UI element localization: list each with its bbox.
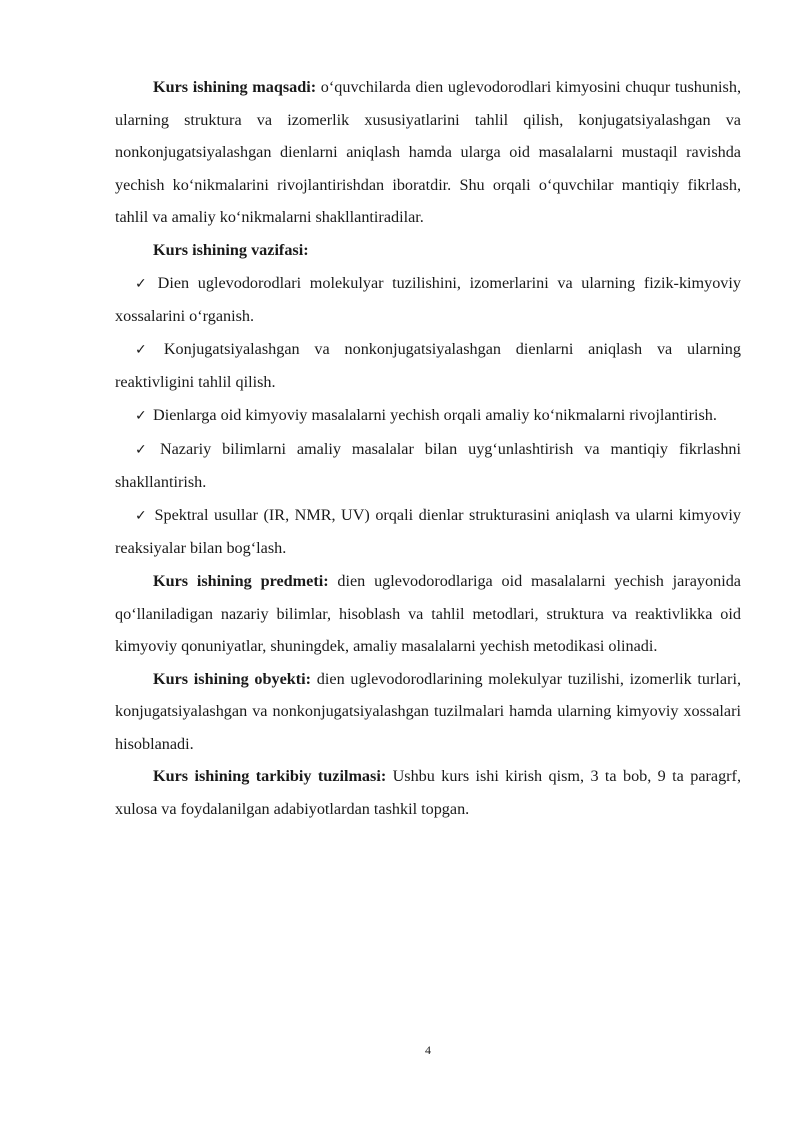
task-item-2 xyxy=(115,333,741,399)
structure-label: Kurs ishining tarkibiy tuzilmasi: xyxy=(153,767,387,786)
task-text: Nazariy bilimlarni amaliy masalalar bilan uyg‘unlashtirish va mantiqiy fikrlashni shakllantirish. xyxy=(115,439,742,492)
task-item-1 xyxy=(115,267,741,333)
page-number: 4 xyxy=(425,1043,431,1057)
goal-paragraph xyxy=(115,71,741,234)
goal-text: o‘quvchilarda dien uglevodorodlari kimyosini chuqur tushunish, ularning struktura va izomerlik xususiyatlarini tahlil qilish, konjugatsiyalashgan va nonkonjugatsiyalashgan dienlarni aniqlash hamda ularga oid masalalarni mustaqil ravishda yechish ko‘nikmalarini rivojlantirishdan iboratdir. Shu orqali o‘quvchilar mantiqiy fikrlash, tahlil va amaliy ko‘nikmalarni shakllantiradilar. xyxy=(115,78,741,227)
task-item-5 xyxy=(115,499,741,565)
task-text: Dienlarga oid kimyoviy masalalarni yechish orqali amaliy ko‘nikmalarni rivojlantirish. xyxy=(153,405,717,424)
task-item-4 xyxy=(115,433,741,499)
checkmark-icon: ✓ xyxy=(135,341,147,358)
object-text: dien uglevodorodlarining molekulyar tuzilishi, izomerlik turlari, konjugatsiyalashgan va nonkonjugatsiyalashgan tuzilmalari hamda ularning kimyoviy xossalari hisoblanadi. xyxy=(115,669,741,753)
task-text: Konjugatsiyalashgan va nonkonjugatsiyalashgan dienlarni aniqlash va ularning reaktivligini tahlil qilish. xyxy=(115,339,741,392)
goal-label: Kurs ishining maqsadi: xyxy=(153,78,317,96)
tasks-heading: Kurs ishining vazifasi: xyxy=(153,240,309,259)
task-item-3 xyxy=(115,399,741,433)
task-text: Dien uglevodorodlari molekulyar tuzilishini, izomerlarini va ularning fizik-kimyoviy xossalarini o‘rganish. xyxy=(115,273,741,326)
tasks-heading-paragraph xyxy=(115,234,741,267)
document-page xyxy=(115,71,741,826)
subject-paragraph xyxy=(115,565,741,663)
structure-text: Ushbu kurs ishi kirish qism, 3 ta bob, 9 ta paragrf, xulosa va foydalanilgan adabiyotlardan tashkil topgan. xyxy=(115,767,741,819)
object-paragraph xyxy=(115,663,741,761)
task-text: Spektral usullar (IR, NMR, UV) orqali dienlar strukturasini aniqlash va ularni kimyoviy reaksiyalar bilan bog‘lash. xyxy=(115,505,741,558)
checkmark-icon: ✓ xyxy=(135,507,147,524)
subject-label: Kurs ishining predmeti: xyxy=(153,571,329,590)
structure-paragraph xyxy=(115,760,741,825)
checkmark-icon: ✓ xyxy=(135,407,147,424)
subject-text: dien uglevodorodlariga oid masalalarni yechish jarayonida qo‘llaniladigan nazariy bilimlar, hisoblash va tahlil metodlari, struktura va reaktivlikka oid kimyoviy qonuniyatlar, shuningdek, amaliy masalalarni yechish metodikasi olinadi. xyxy=(115,571,741,656)
checkmark-icon: ✓ xyxy=(135,441,147,458)
object-label: Kurs ishining obyekti: xyxy=(153,669,312,688)
checkmark-icon: ✓ xyxy=(135,275,147,292)
